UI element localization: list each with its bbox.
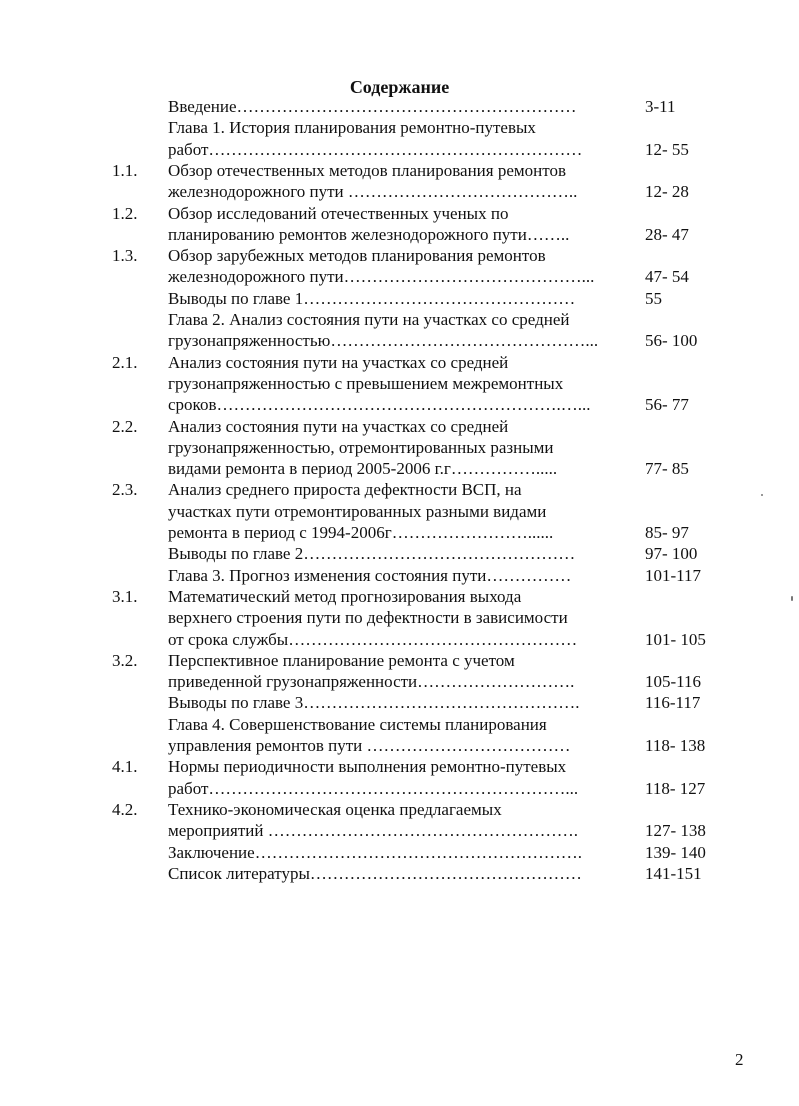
toc-entry-pages: 56- 100 — [645, 331, 698, 351]
toc-entry-text: Технико-экономическая оценка предлагаемых — [168, 799, 502, 819]
toc-entry-text: Глава 4. Совершенствование системы планирования — [168, 714, 547, 734]
toc-entry-text: Нормы периодичности выполнения ремонтно-путевых — [168, 757, 567, 777]
toc-entry-text: Математический метод прогнозирования выхода — [168, 586, 522, 606]
toc-entry-text: грузонапряженностью с превышением межремонтных — [168, 373, 564, 393]
toc-entry-text: мероприятий ………………………………………………. — [168, 821, 578, 841]
toc-entry-text: Список литературы………………………………………… — [168, 863, 582, 883]
toc-entry-number: 3.2. — [112, 650, 138, 670]
toc-entry-pages: 28- 47 — [645, 224, 689, 244]
toc-entry-pages: 141-151 — [645, 863, 702, 883]
toc-entry-pages: 55 — [645, 288, 662, 308]
toc-entry-text: работ………………………………………………………… — [168, 139, 583, 159]
toc-entry-text: Введение…………………………………………………… — [168, 97, 577, 116]
toc-entry-text: приведенной грузонапряженности………………………. — [168, 672, 575, 692]
toc-entry-pages: 3-11 — [645, 97, 676, 116]
toc-entry-number: 4.2. — [112, 799, 138, 819]
toc-entry-pages: 56- 77 — [645, 395, 689, 415]
toc-entry-number: 2.2. — [112, 416, 138, 436]
toc-entry-number: 1.1. — [112, 160, 138, 180]
toc-entry-number: 4.1. — [112, 757, 138, 777]
toc-entry-text: Заключение…………………………………………………. — [168, 842, 582, 862]
page-title: Содержание — [349, 77, 450, 97]
toc-entry-text: сроков…………………………………………………….…... — [168, 395, 591, 415]
toc-entry-text: Перспективное планирование ремонта с учетом — [168, 650, 515, 670]
toc-entry-text: Обзор исследований отечественных ученых по — [168, 203, 509, 223]
toc-entry-pages: 77- 85 — [645, 459, 689, 479]
toc-entry-text: верхнего строения пути по дефектности в зависимости — [168, 608, 568, 628]
toc-entry-pages: 118- 127 — [645, 778, 706, 798]
toc-entry-number: 3.1. — [112, 586, 138, 606]
toc-entry-text: Выводы по главе 3…………………………………………. — [168, 693, 580, 713]
toc-entry-text: участках пути отремонтированных разными видами — [168, 501, 547, 521]
toc-entry-text: грузонапряженностью, отремонтированных разными — [168, 437, 554, 457]
toc-entry-pages: 139- 140 — [645, 842, 706, 862]
toc-entry-pages: 12- 55 — [645, 139, 689, 159]
toc-entry-text: железнодорожного пути……………………………………... — [168, 267, 595, 287]
toc-entry-pages: 12- 28 — [645, 182, 689, 202]
toc-entry-text: от срока службы…………………………………………… — [168, 629, 578, 649]
toc-entry-pages: 105-116 — [645, 672, 702, 692]
scan-speck — [791, 596, 793, 601]
toc-entry-pages: 116-117 — [645, 693, 701, 713]
toc-entry-pages: 85- 97 — [645, 523, 689, 542]
toc-entry-text: управления ремонтов пути ……………………………… — [168, 736, 571, 755]
toc-entry-pages: 118- 138 — [645, 736, 706, 755]
page-number: 2 — [735, 1050, 744, 1069]
toc-entry-pages: 127- 138 — [645, 821, 706, 841]
toc-entry-text: Обзор отечественных методов планирования ремонтов — [168, 160, 566, 180]
toc-entry-text: ремонта в период с 1994-2006г……………………...... — [168, 523, 554, 542]
toc-entry-pages: 101-117 — [645, 565, 702, 585]
toc-entry-text: Глава 1. История планирования ремонтно-путевых — [168, 118, 536, 138]
toc-entry-pages: 101- 105 — [645, 629, 706, 649]
toc-entry-text: Анализ среднего прироста дефектности ВСП, на — [168, 480, 522, 500]
toc-entry-text: грузонапряженностью………………………………………... — [168, 331, 599, 351]
toc-entry-text: Глава 2. Анализ состояния пути на участках со средней — [168, 310, 570, 329]
toc-entry-text: Анализ состояния пути на участках со средней — [168, 352, 509, 372]
toc-entry-number: 2.1. — [112, 352, 138, 372]
toc-entry-number: 2.3. — [112, 480, 138, 500]
toc-entry-text: Выводы по главе 2………………………………………… — [168, 544, 576, 564]
toc-entry-text: видами ремонта в период 2005-2006 г.г……………..... — [168, 459, 558, 479]
toc-entry-pages: 47- 54 — [645, 267, 689, 287]
toc-entry-text: Анализ состояния пути на участках со средней — [168, 416, 509, 436]
toc-entry-number: 1.3. — [112, 246, 138, 266]
toc-entry-text: железнодорожного пути ………………………………….. — [168, 182, 578, 202]
toc-entry-number: 1.2. — [112, 203, 138, 223]
toc-entry-text: Глава 3. Прогноз изменения состояния пути…………… — [168, 565, 572, 585]
toc-entry-text: Обзор зарубежных методов планирования ремонтов — [168, 246, 546, 266]
toc-entry-pages: 97- 100 — [645, 544, 698, 564]
scan-speck — [761, 494, 763, 496]
toc-entry-text: планированию ремонтов железнодорожного пути…….. — [168, 224, 570, 244]
toc-entry-text: Выводы по главе 1………………………………………… — [168, 288, 576, 308]
toc-entry-text: работ………………………………………………………... — [168, 778, 579, 798]
